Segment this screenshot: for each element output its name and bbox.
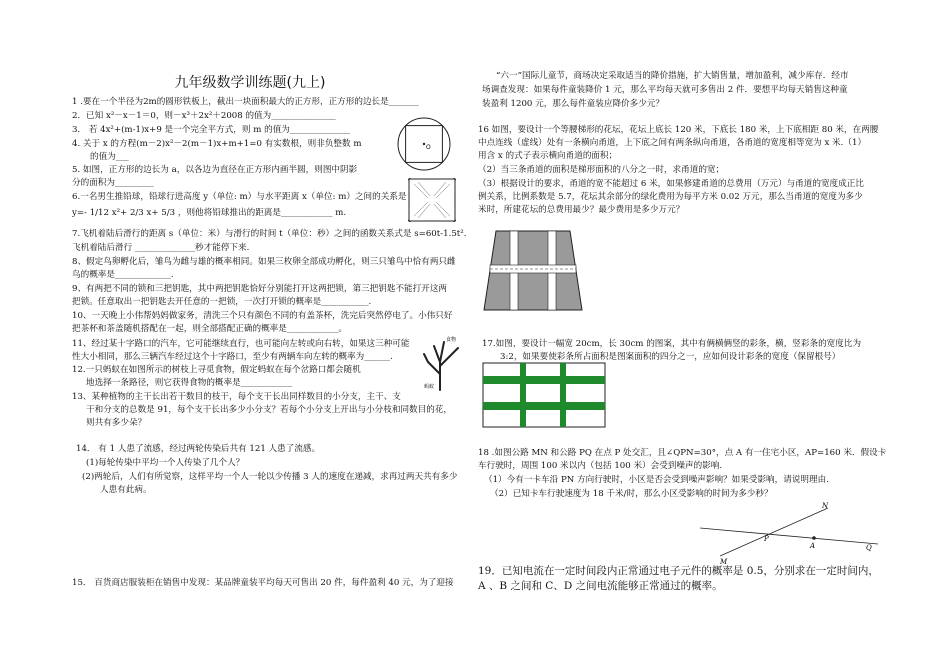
q14-part2-cont: 人患有此病。 xyxy=(100,485,152,495)
q7: 7.飞机着陆后滑行的距离 s（单位：米）与滑行的时间 t（单位：秒）之间的函数关系式是 s=60t-1.5t². xyxy=(72,229,467,239)
q3: 3． 若 4x²+(m-1)x+9 是一个完全平方式，则 m 的值为______________ xyxy=(72,125,351,135)
q7-cont: 飞机着陆后滑行 ______________秒才能停下来. xyxy=(72,243,250,253)
q16-cont2: 用含 x 的式子表示横向甬道的面积； xyxy=(478,151,618,161)
q16-part2: （2）当三条甬道的面积是梯形面积的八分之一时，求甬道的宽； xyxy=(478,165,725,175)
q14: 14． 有 1 人患了流感，经过两轮传染后共有 121 人患了流感。 xyxy=(76,444,321,454)
q5: 5. 如图，正方形的边长为 a，以各边为直径在正方形内画半圆，则图中阴影 xyxy=(72,165,358,175)
q10: 10、一天晚上小伟帮妈妈做家务，清洗三个只有颜色不同的有盖茶杯，洗完后突然停电了。小伟只好 xyxy=(72,311,453,321)
q18-cont: 车行驶时，周围 100 米以内（包括 100 米）会受到噪声的影响. xyxy=(478,461,723,471)
q19-cont: A 、B 之间和 C、D 之间电流能够正常通过的概率。 xyxy=(478,580,723,592)
road-label-q: Q xyxy=(866,544,872,552)
tree-ant-label: 蚂蚁 xyxy=(424,384,435,390)
road-label-m: M xyxy=(720,558,728,566)
q6-formula: y=- 1/12 x²+ 2/3 x+ 5/3 ，则他将铅球推出的距离是____________ m. xyxy=(72,208,347,218)
page-title: 九年级数学训练题(九上) xyxy=(174,75,326,91)
road-label-p: P xyxy=(764,535,769,543)
q1: 1 .要在一个半径为2m的圆形铁板上，截出一块面积最大的正方形，正方形的边长是_______ xyxy=(72,97,419,107)
q11: 11、经过某十字路口的汽车，它可能继续直行，也可能向左转或向右转，如果这三种可能 xyxy=(72,339,410,349)
q16-part3-cont: 例关系，比例系数是 5.7，花坛其余部分的绿化费用为每平方米 0.02 万元，那么当甬道的宽度为多少 xyxy=(478,192,863,202)
q9-cont: 把锁。任意取出一把钥匙去开任意的一把锁，一次打开锁的概率是___________. xyxy=(72,297,372,307)
q17-cont: 3:2，如果要使彩条所占面积是图案面积的四分之一，应如何设计彩条的宽度（保留根号） xyxy=(500,352,841,362)
q12: 12.一只蚂蚁在如图所示的树枝上寻觅食物，假定蚂蚁在每个岔路口都会随机 xyxy=(72,365,361,375)
q2: 2．已知 x²－x－1＝0，则－x³＋2x²＋2008 的值为_______________ xyxy=(72,111,336,121)
road-label-a: A xyxy=(810,542,816,550)
vertical-stripe-2 xyxy=(560,363,566,427)
q14-part2: (2)两轮后，人们有所觉察，这样平均一个人一轮以少传播 3 人的速度在递减，求再过两天共有多少 xyxy=(82,472,458,482)
stripe-figure xyxy=(482,362,606,428)
q16-part3-cont2: 米时，所建花坛的总费用最少？最少费用是多少万元？ xyxy=(478,205,685,215)
q11-cont: 性大小相同，那么三辆汽车经过这个十字路口，至少有两辆车向左转的概率为______. xyxy=(72,352,393,362)
q17: 17.如图，要设计一幅宽 20cm，长 30cm 的图案，其中有俩横俩竖的彩条，横，竖彩条的宽度比为 xyxy=(482,339,862,349)
vertical-stripe-1 xyxy=(520,363,526,427)
road-label-n: N xyxy=(822,502,829,510)
q14-part1: (1)每轮传染中平均一个人传染了几个人？ xyxy=(86,458,245,468)
q6: 6.一名男生推铅球，铅球行进高度 y（单位: m）与水平距离 x（单位: m）之间的关系是 xyxy=(72,192,407,202)
q13-cont2: 则共有多少朵？ xyxy=(86,418,147,428)
q16: 16 如图，要设计一个等腰梯形的花坛，花坛上底长 120 米，下底长 180 米，上下底相距 80 米，在两腰 xyxy=(478,125,879,135)
q8-cont: 鸟的概率是_____________. xyxy=(72,270,174,280)
q16-part3: （3）根据设计的要求，甬道的宽不能超过 6 米，如果修建甬道的总费用（万元）与甬道的宽度成正比 xyxy=(478,179,864,189)
road-figure xyxy=(700,498,884,566)
q8: 8、假定鸟卵孵化后，雏鸟为雌与雄的概率相同。如果三枚卵全部成功孵化，则三只雏鸟中恰有两只雌 xyxy=(72,257,456,267)
q4-cont: 的值为___ xyxy=(90,152,129,162)
q15: 15． 百货商店服装柜在销售中发现：某品牌童装平均每天可售出 20 件，每件盈利 40 元，为了迎接 xyxy=(72,578,454,588)
q13-cont: 干和分支的总数是 91，每个支干长出多少小分支？若每个小分支上开出与小分枝和同数目的花， xyxy=(86,405,453,415)
circle-square-figure xyxy=(396,116,452,172)
q18-part2: （2）已知卡车行驶速度为 18 千米/时，那么小区受影响的时间为多少秒？ xyxy=(490,489,773,499)
q12-cont: 地选择一条路径，则它获得食物的概率是____________ xyxy=(86,378,293,388)
horizontal-stripe-2 xyxy=(483,402,605,410)
q10-cont: 把茶杯和茶盖随机搭配在一起，则全部搭配正确的概率是____________。 xyxy=(72,324,348,334)
circle-center-label: O xyxy=(426,144,431,151)
tree-food-label: 食物 xyxy=(446,337,457,343)
q4: 4. 关于 x 的方程(m－2)x²－2(m－1)x+m+1=0 有实数根，则非负整数 m xyxy=(72,139,362,149)
petal-figure xyxy=(408,178,456,222)
q5-cont: 分的面积为_________ xyxy=(72,178,154,188)
horizontal-stripe-1 xyxy=(483,376,605,384)
q16-cont: 中点连线（虚线）处有一条横向甬道，上下底之间有两条纵向甬道，各甬道的宽度相等宽为 x 米.（1） xyxy=(478,138,867,148)
q15-cont3: 装盈利 1200 元，那么每件童装应降价多少元？ xyxy=(482,99,665,109)
q19: 19．已知电流在一定时间段内正常通过电子元件的概率是 0.5，分别求在一定时间内， xyxy=(478,565,879,577)
tree-branch-figure xyxy=(420,334,462,392)
trapezoid-figure xyxy=(482,230,584,312)
q13: 13、某种植物的主干长出若干数目的枝干，每个支干长出同样数目的小分支，主干、支 xyxy=(72,392,401,402)
q15-cont: “六一”国际儿童节，商场决定采取适当的降价措施，扩大销售量，增加盈利，减少库存．经市 xyxy=(496,71,849,81)
q18: 18 .如图公路 MN 和公路 PQ 在点 P 处交汇，且∠QPN=30°，点 A 有一住宅小区，AP=160 米．假设卡 xyxy=(478,448,887,458)
q18-part1: （1）今有一卡车沿 PN 方向行驶时，小区是否会受到噪声影响？如果受影响，请说明理由. xyxy=(484,475,829,485)
q9: 9、有两把不同的锁和三把钥匙，其中两把钥匙恰好分别能打开这两把锁，第三把钥匙不能打开这两 xyxy=(72,284,448,294)
q15-cont2: 场调查发现：如果每件童装降价 1 元，那么平均每天就可多售出 2 件．要想平均每天销售这种童 xyxy=(482,85,848,95)
